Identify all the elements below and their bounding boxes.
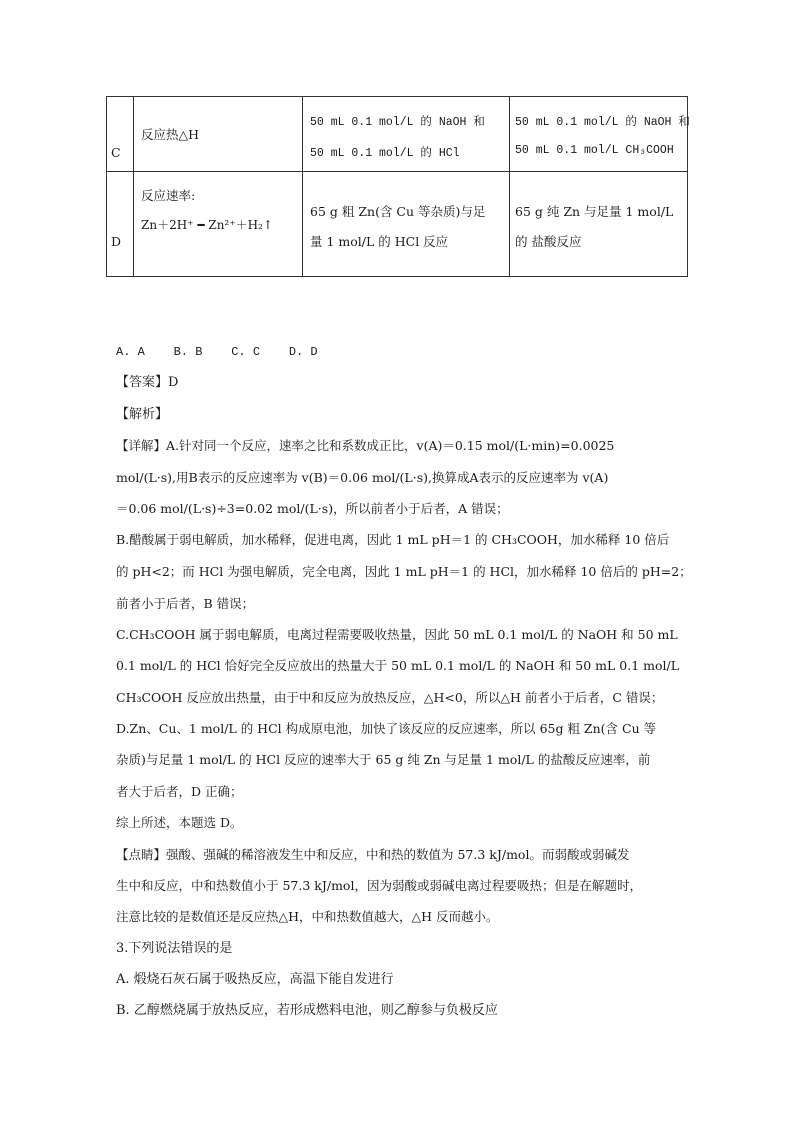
analysis-line: 【详解】A.针对同一个反应，速率之比和系数成正比，v(A)＝0.15 mol/(L·min)=0.0025 bbox=[116, 438, 615, 453]
tip-line: 生中和反应，中和热数值小于 57.3 kJ/mol，因为弱酸或弱碱电离过程要吸热；但是在解题时， bbox=[116, 878, 642, 893]
table-cell bbox=[134, 97, 303, 172]
row-label: C bbox=[111, 145, 121, 160]
row-label-cell bbox=[107, 97, 134, 172]
cell-text: 65 g 纯 Zn 与足量 1 mol/L bbox=[515, 204, 674, 219]
cell-text: 50 mL 0.1 mol/L CH₃COOH bbox=[515, 144, 674, 157]
cell-text: 50 mL 0.1 mol/L 的 NaOH 和 bbox=[310, 116, 485, 129]
question-option: A. 煅烧石灰石属于吸热反应，高温下能自发进行 bbox=[116, 972, 394, 987]
table-cell bbox=[510, 97, 688, 172]
analysis-line: 的 pH<2；而 HCl 为强电解质，完全电离，因此 1 mL pH＝1 的 HCl，加水稀释 10 倍后的 pH=2； bbox=[116, 564, 692, 579]
analysis-line: mol/(L·s),用B表示的反应速率为 v(B)＝0.06 mol/(L·s),换算成A表示的反应速率为 v(A) bbox=[116, 470, 609, 485]
question-option: B. 乙醇燃烧属于放热反应，若形成燃料电池，则乙醇参与负极反应 bbox=[116, 1003, 498, 1018]
table-row bbox=[107, 172, 688, 277]
analysis-line: D.Zn、Cu、1 mol/L 的 HCl 构成原电池，加快了该反应的反应速率，所以 65g 粗 Zn(含 Cu 等 bbox=[116, 721, 657, 736]
analysis-heading: 【解析】 bbox=[116, 407, 169, 422]
table-cell bbox=[134, 172, 303, 277]
tip-line: 【点睛】强酸、强碱的稀溶液发生中和反应，中和热的数值为 57.3 kJ/mol。而弱酸或弱碱发 bbox=[116, 847, 630, 862]
analysis-line: 者大于后者，D 正确； bbox=[116, 784, 243, 799]
conclusion-line: 综上所述，本题选 D。 bbox=[116, 815, 243, 830]
analysis-line: ＝0.06 mol/(L·s)÷3=0.02 mol/(L·s)，所以前者小于后者，A 错误； bbox=[116, 501, 509, 516]
reaction-equation: Zn＋2H⁺ ━ Zn²⁺＋H₂↑ bbox=[141, 218, 273, 232]
question-title: 3.下列说法错误的是 bbox=[116, 941, 233, 956]
row-label-cell bbox=[107, 172, 134, 277]
cell-text: 量 1 mol/L 的 HCl 反应 bbox=[310, 234, 449, 249]
analysis-line: 杂质)与足量 1 mol/L 的 HCl 反应的速率大于 65 g 纯 Zn 与足量 1 mol/L 的盐酸反应速率，前 bbox=[116, 752, 651, 767]
table-cell bbox=[303, 172, 510, 277]
analysis-line: B.醋酸属于弱电解质，加水稀释，促进电离，因此 1 mL pH＝1 的 CH₃COOH，加水稀释 10 倍后 bbox=[116, 532, 670, 547]
cell-text: 50 mL 0.1 mol/L 的 NaOH 和 bbox=[515, 116, 690, 129]
row-label: D bbox=[111, 234, 122, 249]
answer-line: 【答案】D bbox=[116, 375, 179, 390]
analysis-line: C.CH₃COOH 属于弱电解质，电离过程需要吸收热量，因此 50 mL 0.1 mol/L 的 NaOH 和 50 mL bbox=[116, 627, 678, 642]
table-cell bbox=[510, 172, 688, 277]
cell-text: 反应速率: bbox=[141, 188, 196, 203]
table-row bbox=[107, 97, 688, 172]
comparison-table bbox=[106, 96, 688, 277]
tip-line: 注意比较的是数值还是反应热△H，中和热数值越大，△H 反而越小。 bbox=[116, 909, 499, 924]
analysis-line: 0.1 mol/L 的 HCl 恰好完全反应放出的热量大于 50 mL 0.1 mol/L 的 NaOH 和 50 mL 0.1 mol/L bbox=[116, 658, 680, 673]
table-cell bbox=[303, 97, 510, 172]
cell-text: 50 mL 0.1 mol/L 的 HCl bbox=[310, 147, 460, 160]
analysis-line: CH₃COOH 反应放出热量，由于中和反应为放热反应，△H<0，所以△H 前者小于后者，C 错误； bbox=[116, 690, 664, 705]
answer-options: A. A B. B C. C D. D bbox=[116, 345, 318, 359]
analysis-line: 前者小于后者，B 错误； bbox=[116, 596, 255, 611]
cell-text: 的 盐酸反应 bbox=[515, 234, 582, 249]
cell-text: 65 g 粗 Zn(含 Cu 等杂质)与足 bbox=[310, 204, 486, 219]
cell-text: 反应热△H bbox=[141, 127, 200, 142]
